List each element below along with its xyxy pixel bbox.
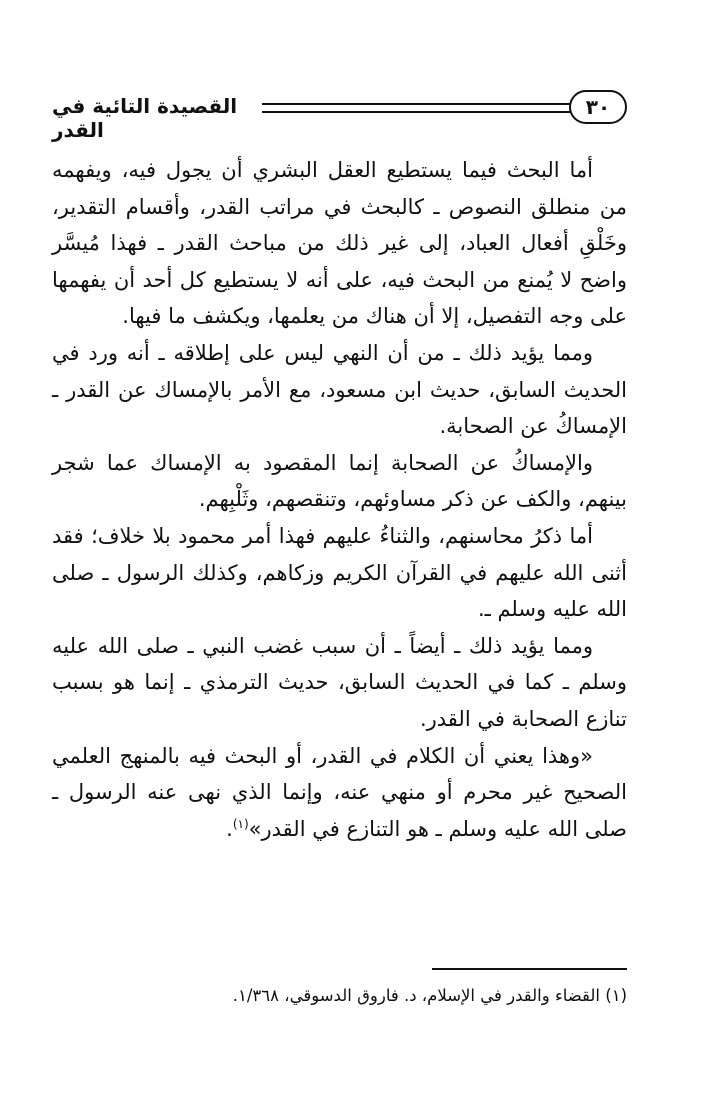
page-header (52, 90, 627, 142)
paragraph: والإمساكُ عن الصحابة إنما المقصود به الإمساك عما شجر بينهم، والكف عن ذكر مساوئهم، وتنقصهم، وثَلْبِهم. (52, 450, 627, 512)
running-title: القصيدة التائية في القدر (52, 94, 238, 142)
paragraph: أما ذكرُ محاسنهم، والثناءُ عليهم فهذا أمر محمود بلا خلاف؛ فقد أثنى الله عليهم في القرآن الكريم وزكاهم، وكذلك الرسول ـ صلى الله عليه وسلم ـ. (52, 523, 627, 622)
page-number: ٣٠ (569, 90, 627, 124)
footnote-reference[interactable]: (١) (232, 816, 249, 831)
quote-text: «وهذا يعني أن الكلام في القدر، أو البحث فيه بالمنهج العلمي الصحيح غير محرم أو منهي عنه، وإنما الذي نهى عنه الرسول ـ صلى الله عليه وسلم ـ هو التنازع في القدر» (52, 743, 627, 841)
header-rule (262, 103, 571, 113)
quoted-paragraph (52, 738, 627, 848)
body-text (52, 152, 627, 847)
quote-end: . (226, 816, 233, 841)
footnote-separator (432, 968, 627, 970)
footnote: (١) القضاء والقدر في الإسلام، د. فاروق الدسوقي، ١/٣٦٨. (232, 986, 627, 1005)
paragraph: ومما يؤيد ذلك ـ أيضاً ـ أن سبب غضب النبي ـ صلى الله عليه وسلم ـ كما في الحديث السابق، حديث الترمذي ـ إنما هو بسبب تنازع الصحابة في القدر. (52, 633, 627, 731)
paragraph: ومما يؤيد ذلك ـ من أن النهي ليس على إطلاقه ـ أنه ورد في الحديث السابق، حديث ابن مسعود، مع الأمر بالإمساك عن القدر ـ الإمساكُ عن الصحابة. (52, 340, 627, 439)
paragraph: أما البحث فيما يستطيع العقل البشري أن يجول فيه، ويفهمه من منطلق النصوص ـ كالبحث في مراتب القدر، وأقسام التقدير، وخَلْقِ أفعال العباد، إلى غير ذلك من مباحث القدر ـ فهذا مُيسَّر واضح لا يُمنع من البحث فيه، على أنه لا يستطيع كل أحد أن يفهمها على وجه التفصيل، إلا أن هناك من يعلمها، ويكشف ما فيها. (52, 158, 627, 329)
